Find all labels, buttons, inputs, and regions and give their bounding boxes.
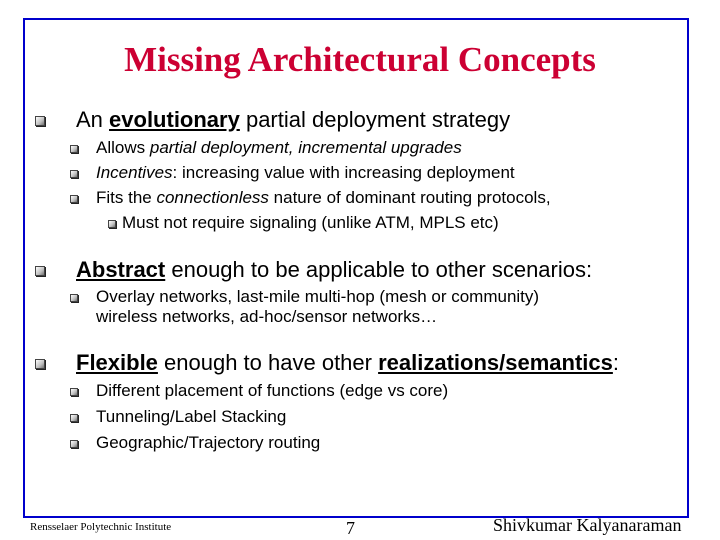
footer-institute: Rensselaer Polytechnic Institute — [30, 521, 172, 533]
bullet-box-icon — [35, 116, 45, 126]
bullet-evolutionary — [35, 107, 510, 133]
bullet-text: Abstract enough to be applicable to other scenarios: — [76, 257, 593, 282]
sub-bullet-incentives — [70, 163, 515, 183]
bullet-box-icon — [70, 145, 78, 153]
sub-bullet-text: Overlay networks, last-mile multi-hop (mesh or community) wireless networks, ad-hoc/sensor networks… — [96, 287, 540, 326]
bullet-flexible — [35, 350, 619, 376]
bullet-abstract — [35, 257, 592, 283]
bullet-box-icon — [108, 220, 116, 228]
page-number: 7 — [346, 518, 355, 538]
sub-bullet-text: Tunneling/Label Stacking — [96, 407, 287, 426]
sub-bullet-text: Allows partial deployment, incremental upgrades — [96, 138, 462, 157]
bullet-box-icon — [70, 170, 78, 178]
sub-bullet-connectionless — [70, 188, 551, 208]
sub-bullet-partial-deployment — [70, 138, 462, 158]
sub-bullet-placement — [70, 381, 448, 401]
bullet-box-icon — [70, 195, 78, 203]
bullet-box-icon — [35, 266, 45, 276]
sub-sub-bullet-text: Must not require signaling (unlike ATM, MPLS etc) — [122, 213, 499, 232]
bullet-box-icon — [70, 294, 78, 302]
bullet-text: An evolutionary partial deployment strategy — [76, 107, 511, 132]
sub-bullet-text: Geographic/Trajectory routing — [96, 433, 321, 452]
bullet-box-icon — [70, 414, 78, 422]
sub-bullet-text: Fits the connectionless nature of dominant routing protocols, — [96, 188, 551, 207]
slide-title: Missing Architectural Concepts — [124, 40, 596, 79]
footer-author: Shivkumar Kalyanaraman — [493, 515, 682, 535]
bullet-box-icon — [35, 359, 45, 369]
sub-bullet-tunneling — [70, 407, 286, 427]
sub-bullet-text: Incentives: increasing value with increasing deployment — [96, 163, 515, 182]
bullet-box-icon — [70, 388, 78, 396]
sub-bullet-text: Different placement of functions (edge vs core) — [96, 381, 449, 400]
sub-bullet-overlay-networks — [70, 287, 539, 327]
bullet-box-icon — [70, 440, 78, 448]
sub-bullet-geographic — [70, 433, 320, 453]
bullet-text: Flexible enough to have other realizations/semantics: — [76, 350, 619, 375]
sub-sub-bullet-signaling — [108, 213, 499, 233]
